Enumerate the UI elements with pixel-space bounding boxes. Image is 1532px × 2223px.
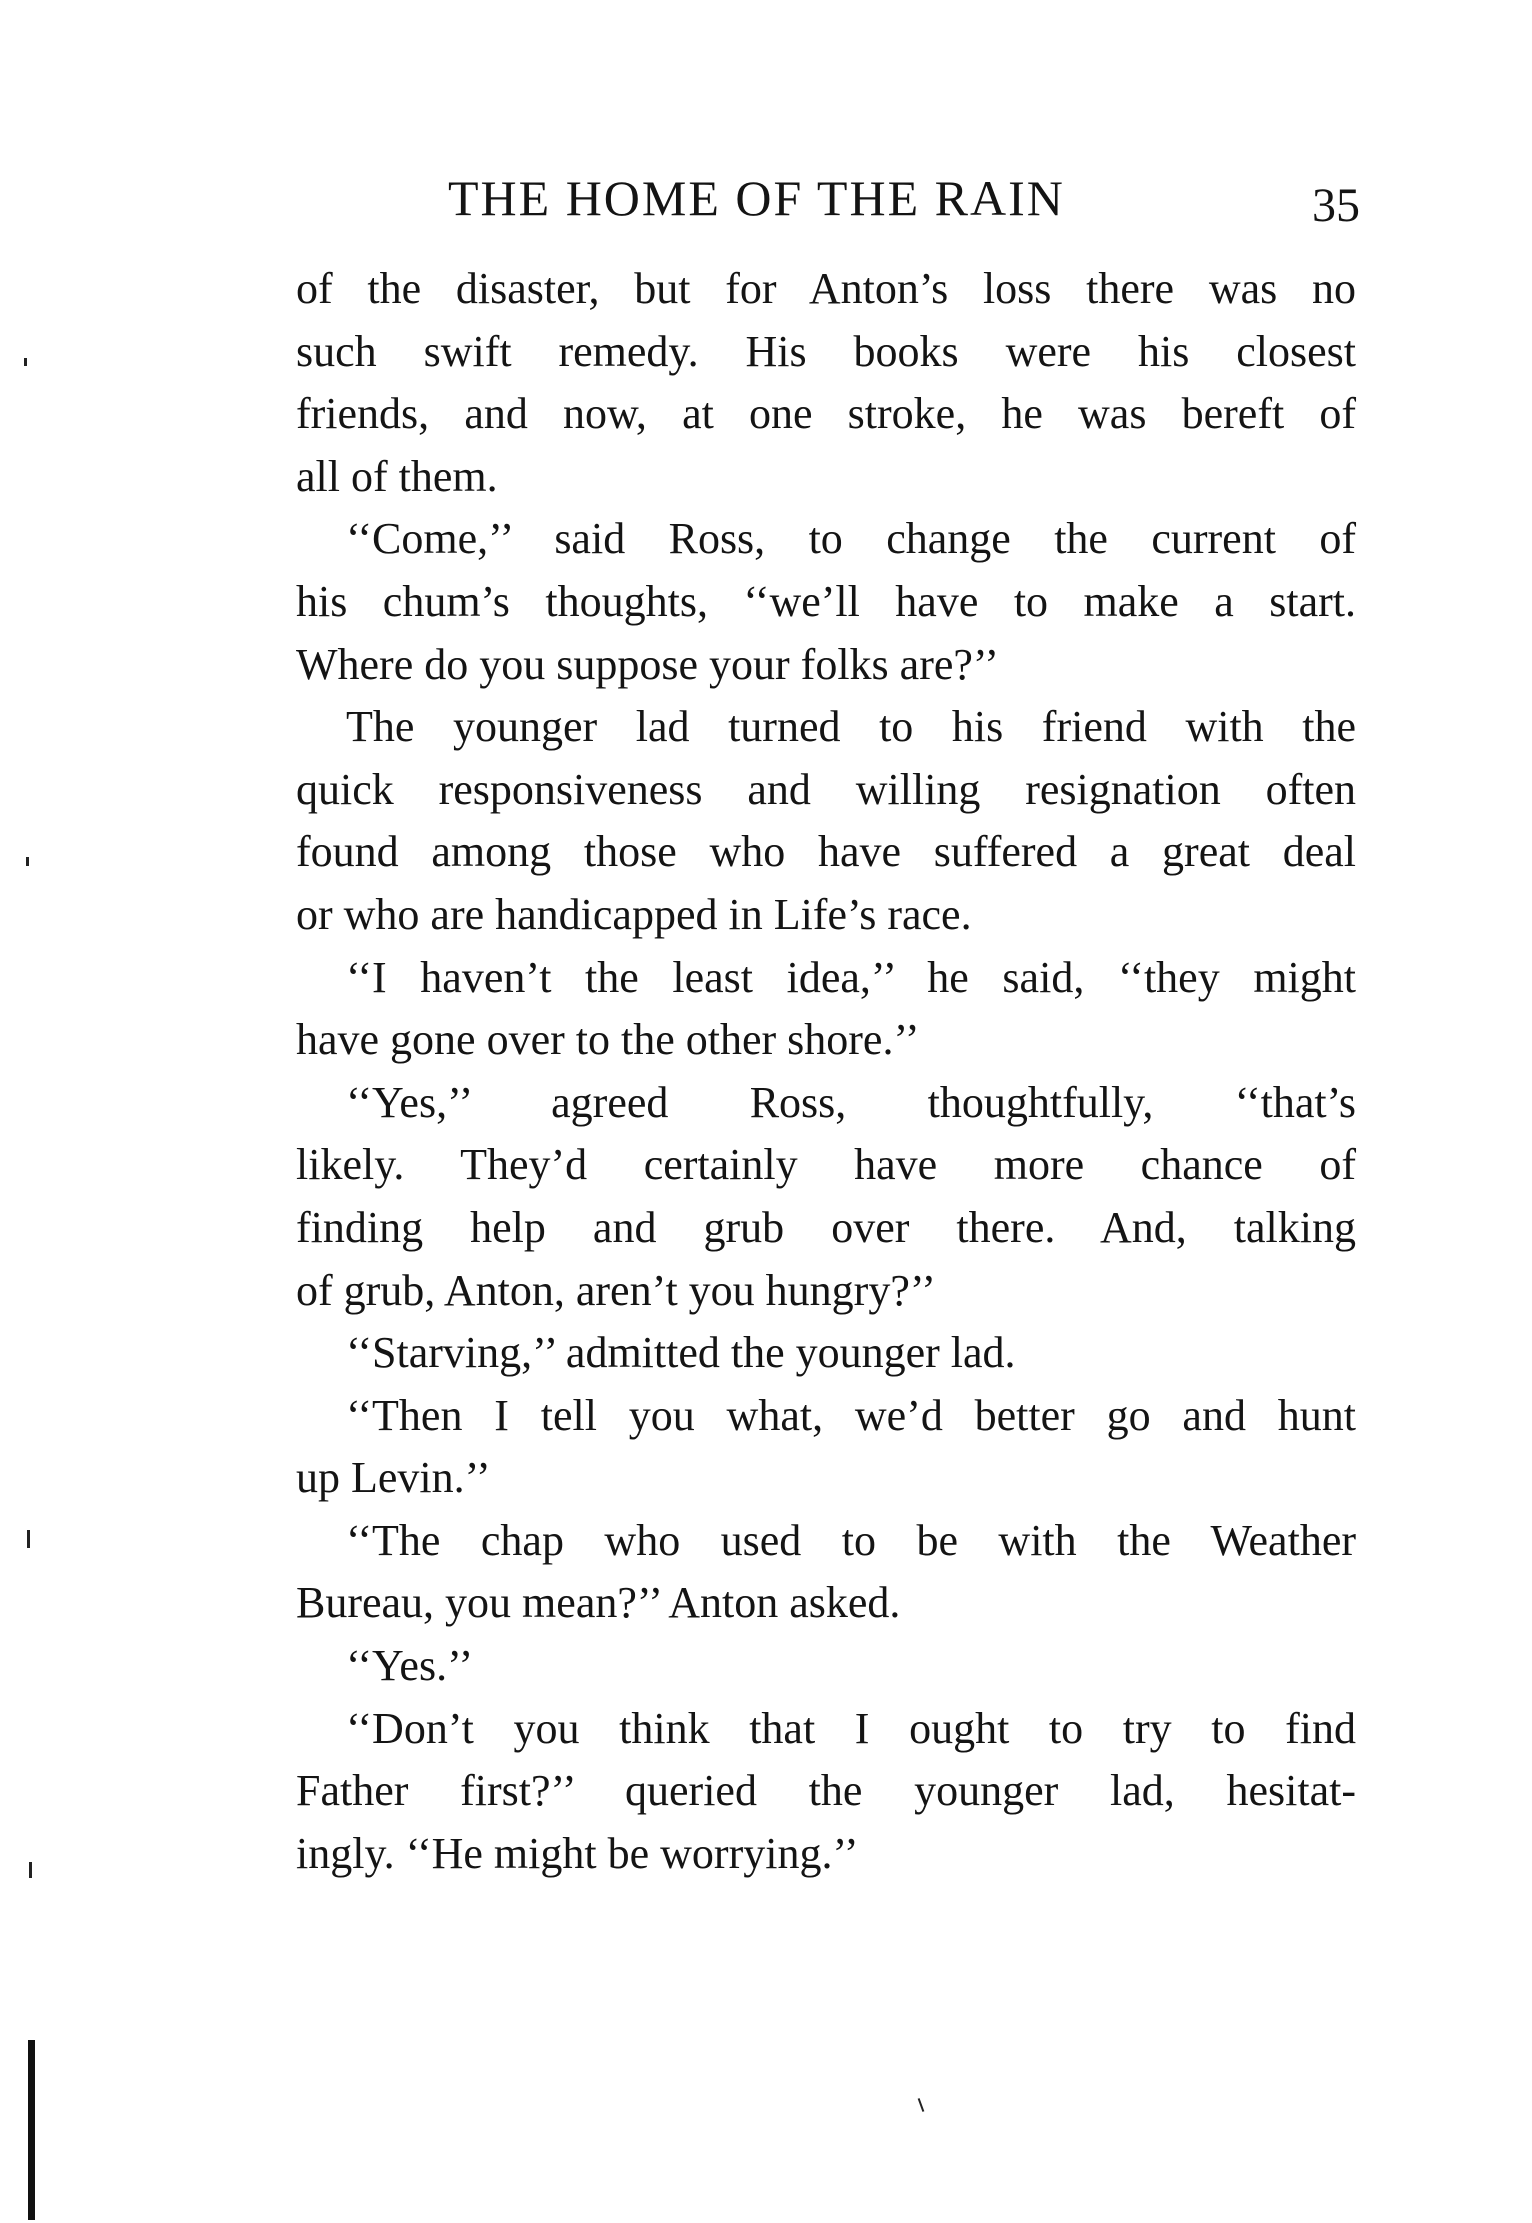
text-line: Bureau, you mean?’’ Anton asked. xyxy=(296,1578,901,1628)
text-line: ‘‘Come,’’ said Ross, to change the current of xyxy=(346,514,1356,564)
running-title: THE HOME OF THE RAIN xyxy=(448,170,1065,226)
text-line: ‘‘Starving,’’ admitted the younger lad. xyxy=(346,1328,1016,1378)
scan-speck xyxy=(29,1862,32,1878)
text-line: ‘‘Don’t you think that I ought to try to find xyxy=(346,1703,1356,1753)
text-line: Father first?’’ queried the younger lad, hesitat- xyxy=(296,1766,1356,1816)
scan-edge-bar xyxy=(28,2040,35,2220)
text-line: his chum’s thoughts, ‘‘we’ll have to make a start. xyxy=(296,576,1356,626)
scan-speck xyxy=(26,857,29,866)
text-line: such swift remedy. His books were his closest xyxy=(296,326,1356,376)
text-line: finding help and grub over there. And, talking xyxy=(296,1202,1356,1252)
text-line: ‘‘I haven’t the least idea,’’ he said, ‘‘they might xyxy=(346,952,1356,1002)
text-line: or who are handicapped in Life’s race. xyxy=(296,889,972,939)
running-head xyxy=(300,168,1360,232)
text-line: quick responsiveness and willing resignation often xyxy=(296,764,1356,814)
text-line: ‘‘The chap who used to be with the Weather xyxy=(346,1515,1356,1565)
text-line: friends, and now, at one stroke, he was bereft of xyxy=(296,389,1356,439)
body-text xyxy=(296,258,1356,1885)
page-number: 35 xyxy=(1312,179,1360,232)
text-line: Where do you suppose your folks are?’’ xyxy=(296,639,999,689)
text-line: ingly. ‘‘He might be worrying.’’ xyxy=(296,1828,859,1878)
scan-speck xyxy=(24,358,27,366)
text-line: of grub, Anton, aren’t you hungry?’’ xyxy=(296,1265,936,1315)
text-line: ‘‘Yes,’’ agreed Ross, thoughtfully, ‘‘that’s xyxy=(346,1077,1356,1127)
text-line: up Levin.’’ xyxy=(296,1453,491,1503)
text-line: ‘‘Then I tell you what, we’d better go and hunt xyxy=(346,1390,1356,1440)
text-line: likely. They’d certainly have more chance of xyxy=(296,1140,1356,1190)
text-line: ‘‘Yes.’’ xyxy=(346,1641,474,1691)
text-line: found among those who have suffered a great deal xyxy=(296,827,1356,877)
text-line: The younger lad turned to his friend with the xyxy=(346,702,1356,752)
text-line: all of them. xyxy=(296,451,498,501)
scan-speck xyxy=(27,1530,30,1548)
text-line: of the disaster, but for Anton’s loss there was no xyxy=(296,264,1356,313)
scan-speck xyxy=(918,2098,925,2112)
text-line: have gone over to the other shore.’’ xyxy=(296,1015,920,1065)
